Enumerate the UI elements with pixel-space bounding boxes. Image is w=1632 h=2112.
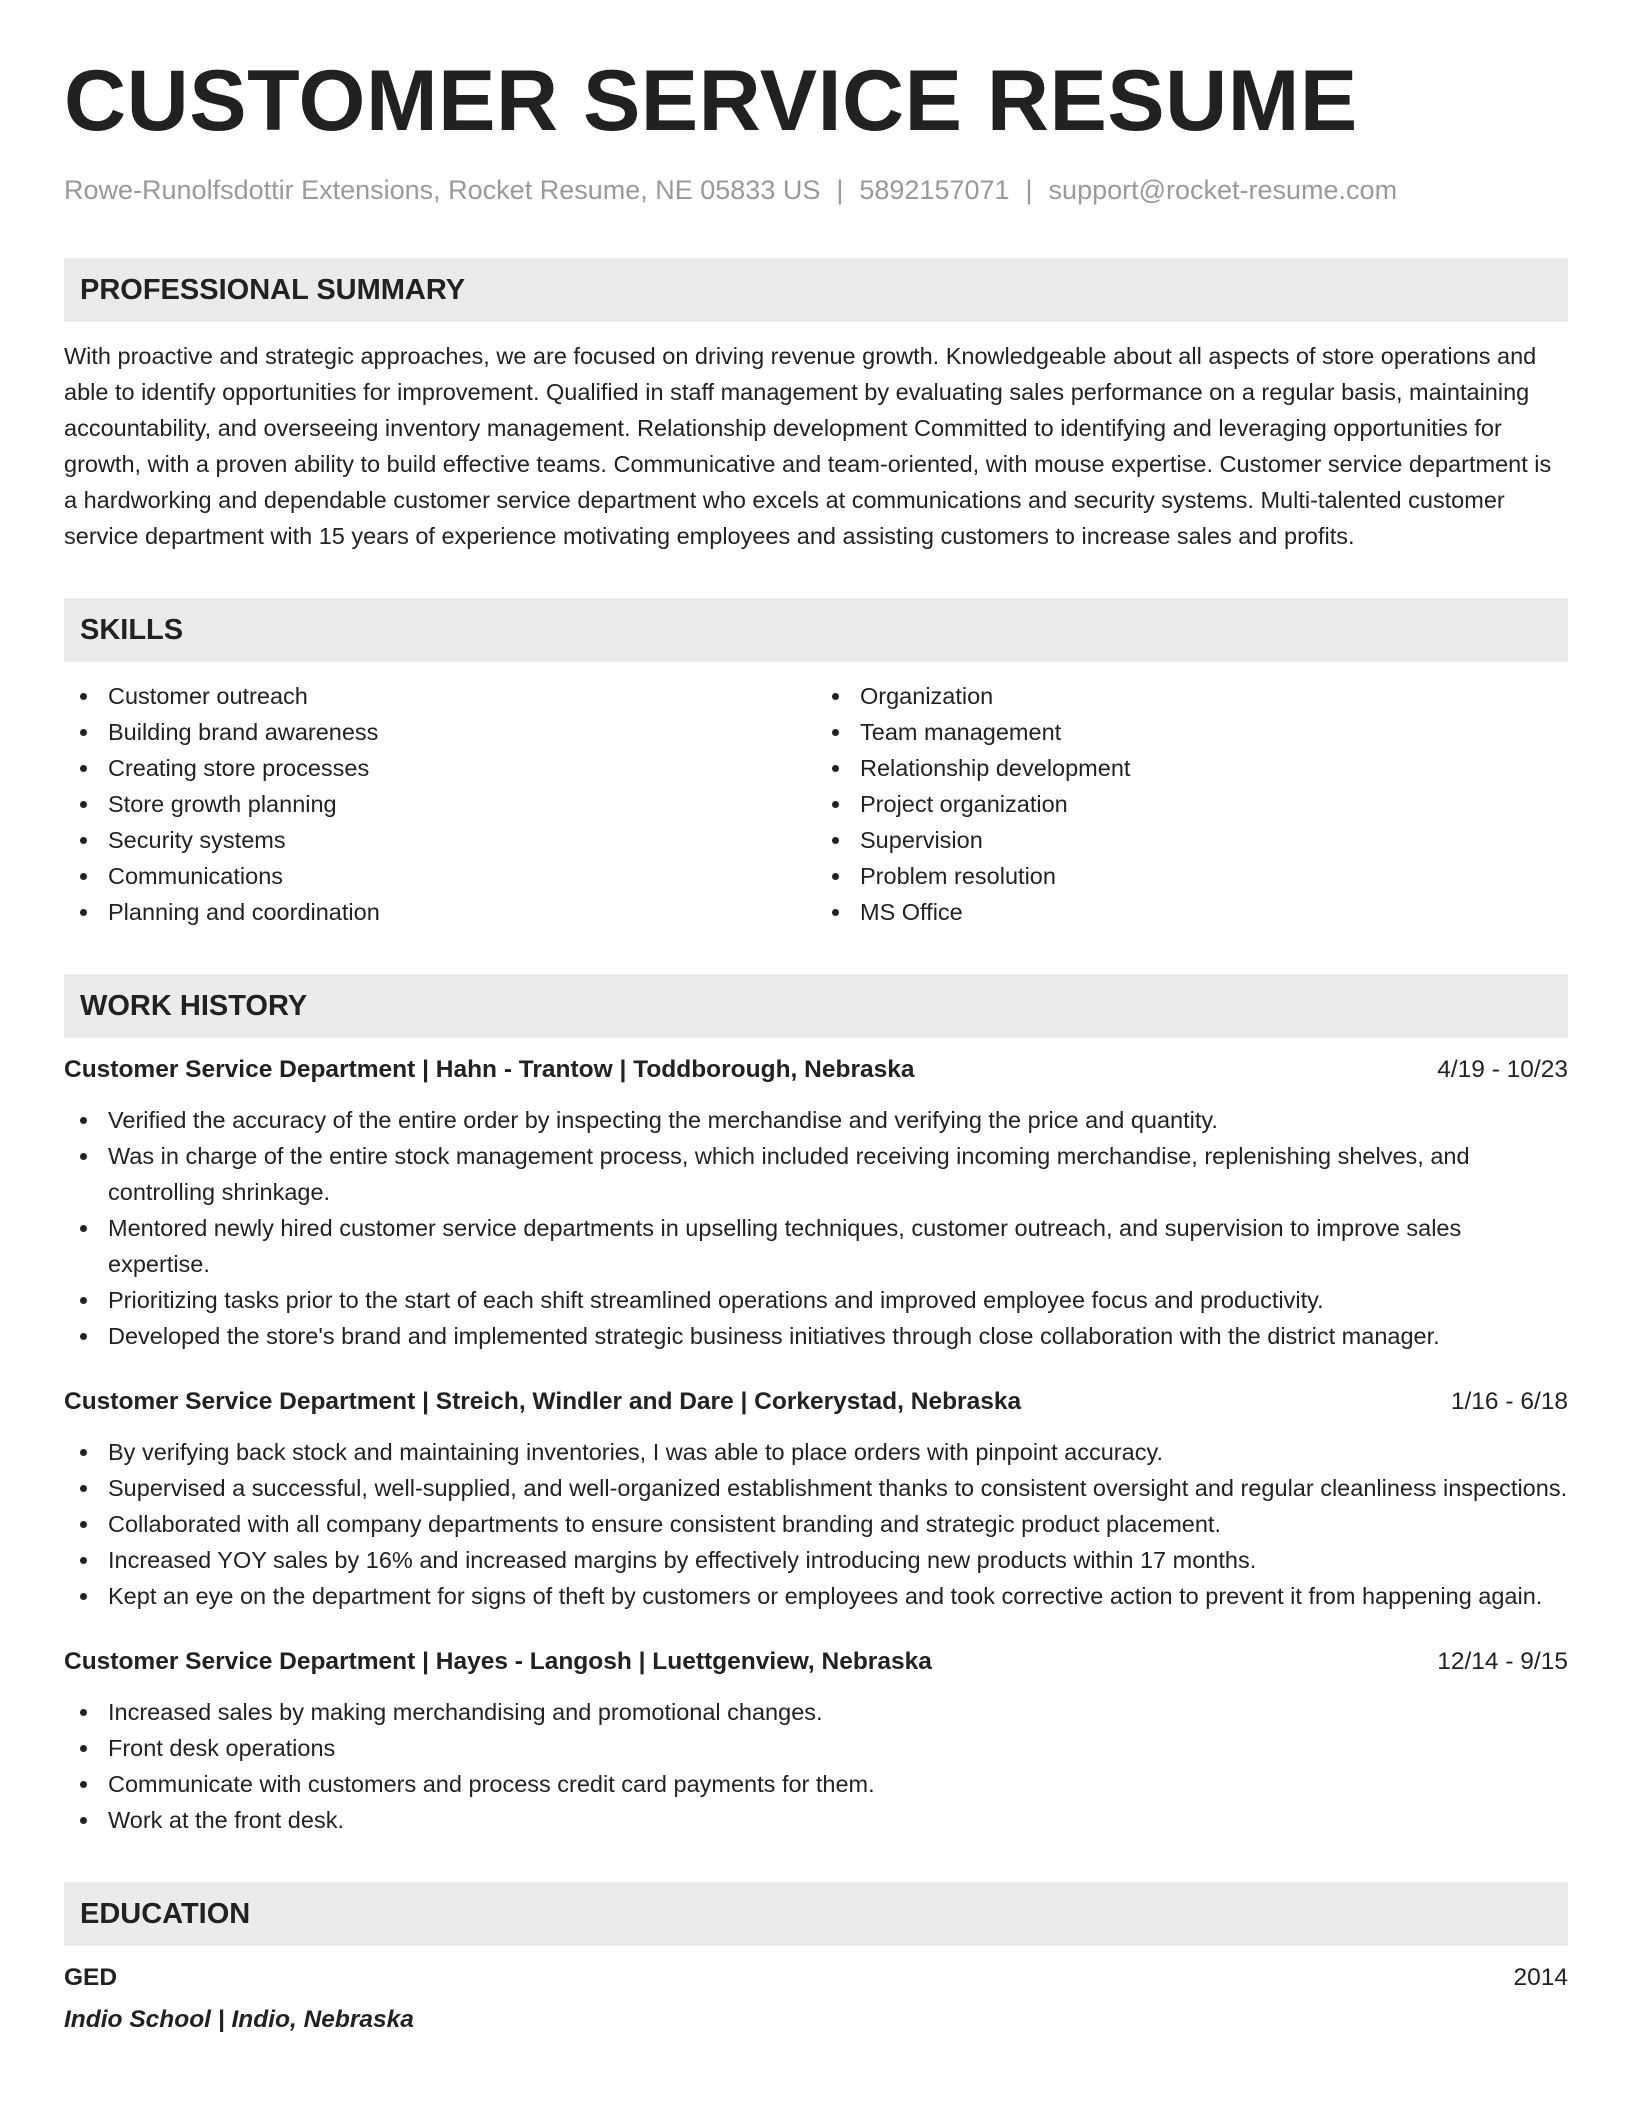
section-heading-education: EDUCATION bbox=[64, 1882, 1568, 1946]
job-bullet: Front desk operations bbox=[64, 1730, 1568, 1766]
education-year: 2014 bbox=[1513, 1964, 1568, 1992]
skill-item: MS Office bbox=[816, 894, 1568, 930]
job-bullet: Kept an eye on the department for signs of theft by customers or employees and took corrective action to prevent it from happening again. bbox=[64, 1578, 1568, 1614]
education-header bbox=[64, 1962, 1568, 1994]
job-header bbox=[64, 1646, 1568, 1678]
job-dates: 4/19 - 10/23 bbox=[1437, 1056, 1568, 1084]
skill-item: Team management bbox=[816, 714, 1568, 750]
resume-title: CUSTOMER SERVICE RESUME bbox=[64, 53, 1358, 149]
job-bullet: Increased sales by making merchandising and promotional changes. bbox=[64, 1694, 1568, 1730]
job-dates: 12/14 - 9/15 bbox=[1437, 1648, 1568, 1676]
skill-item: Store growth planning bbox=[64, 786, 816, 822]
contact-phone: 5892157071 bbox=[859, 175, 1010, 205]
skills-column-right bbox=[816, 678, 1568, 930]
contact-email: support@rocket-resume.com bbox=[1048, 175, 1398, 205]
job-bullets bbox=[64, 1102, 1568, 1354]
skill-item: Project organization bbox=[816, 786, 1568, 822]
skills-column-left bbox=[64, 678, 816, 930]
section-heading-skills: SKILLS bbox=[64, 598, 1568, 662]
contact-line bbox=[64, 174, 1568, 206]
job-bullet: Developed the store's brand and implemented strategic business initiatives through close collaboration with the district manager. bbox=[64, 1318, 1568, 1354]
contact-separator: | bbox=[836, 175, 844, 205]
job-bullet: Was in charge of the entire stock management process, which included receiving incoming merchandise, replenishing shelves, and controlling shrinkage. bbox=[64, 1138, 1568, 1210]
job-bullet: Work at the front desk. bbox=[64, 1802, 1568, 1838]
job-bullet: Increased YOY sales by 16% and increased margins by effectively introducing new products within 17 months. bbox=[64, 1542, 1568, 1578]
skills-list bbox=[64, 678, 1568, 930]
job-entry bbox=[64, 1386, 1568, 1614]
skill-item: Problem resolution bbox=[816, 858, 1568, 894]
job-bullet: Mentored newly hired customer service departments in upselling techniques, customer outreach, and supervision to improve sales expertise. bbox=[64, 1210, 1568, 1282]
job-bullet: By verifying back stock and maintaining inventories, I was able to place orders with pinpoint accuracy. bbox=[64, 1434, 1568, 1470]
contact-address: Rowe-Runolfsdottir Extensions, Rocket Resume, NE 05833 US bbox=[64, 175, 821, 205]
skill-item: Planning and coordination bbox=[64, 894, 816, 930]
job-header bbox=[64, 1386, 1568, 1418]
education-degree: GED bbox=[64, 1964, 118, 1992]
job-bullet: Collaborated with all company departments to ensure consistent branding and strategic product placement. bbox=[64, 1506, 1568, 1542]
job-bullet: Supervised a successful, well-supplied, and well-organized establishment thanks to consistent oversight and regular cleanliness inspections. bbox=[64, 1470, 1568, 1506]
skill-item: Organization bbox=[816, 678, 1568, 714]
job-title: Customer Service Department | Hayes - Langosh | Luettgenview, Nebraska bbox=[64, 1648, 932, 1676]
job-entry bbox=[64, 1646, 1568, 1838]
job-bullet: Communicate with customers and process credit card payments for them. bbox=[64, 1766, 1568, 1802]
education-school: Indio School | Indio, Nebraska bbox=[64, 2006, 414, 2034]
job-header bbox=[64, 1054, 1568, 1086]
job-title: Customer Service Department | Streich, Windler and Dare | Corkerystad, Nebraska bbox=[64, 1388, 1022, 1416]
skill-item: Supervision bbox=[816, 822, 1568, 858]
job-entry bbox=[64, 1054, 1568, 1354]
job-bullets bbox=[64, 1434, 1568, 1614]
job-bullet: Prioritizing tasks prior to the start of each shift streamlined operations and improved employee focus and productivity. bbox=[64, 1282, 1568, 1318]
skill-item: Communications bbox=[64, 858, 816, 894]
section-heading-summary: PROFESSIONAL SUMMARY bbox=[64, 258, 1568, 322]
contact-separator: | bbox=[1025, 175, 1033, 205]
job-dates: 1/16 - 6/18 bbox=[1450, 1388, 1568, 1416]
skill-item: Security systems bbox=[64, 822, 816, 858]
skill-item: Relationship development bbox=[816, 750, 1568, 786]
job-title: Customer Service Department | Hahn - Trantow | Toddborough, Nebraska bbox=[64, 1056, 915, 1084]
job-bullet: Verified the accuracy of the entire order by inspecting the merchandise and verifying the price and quantity. bbox=[64, 1102, 1568, 1138]
skill-item: Creating store processes bbox=[64, 750, 816, 786]
skill-item: Building brand awareness bbox=[64, 714, 816, 750]
section-heading-work-history: WORK HISTORY bbox=[64, 974, 1568, 1038]
summary-text: With proactive and strategic approaches, we are focused on driving revenue growth. Knowledgeable about all aspects of store operations and able to identify opportunities for improvement. Qualified in staff management by evaluating sales performance on a regular basis, maintaining accountability, and overseeing inventory management. Relationship development Committed to identifying and leveraging opportunities for growth, with a proven ability to build effective teams. Communicative and team-oriented, with mouse expertise. Customer service department is a hardworking and dependable customer service department who excels at communications and security systems. Multi-talented customer service department with 15 years of experience motivating employees and assisting customers to increase sales and profits. bbox=[64, 343, 1552, 550]
skill-item: Customer outreach bbox=[64, 678, 816, 714]
job-bullets bbox=[64, 1694, 1568, 1838]
education-entry bbox=[64, 1962, 1568, 2036]
